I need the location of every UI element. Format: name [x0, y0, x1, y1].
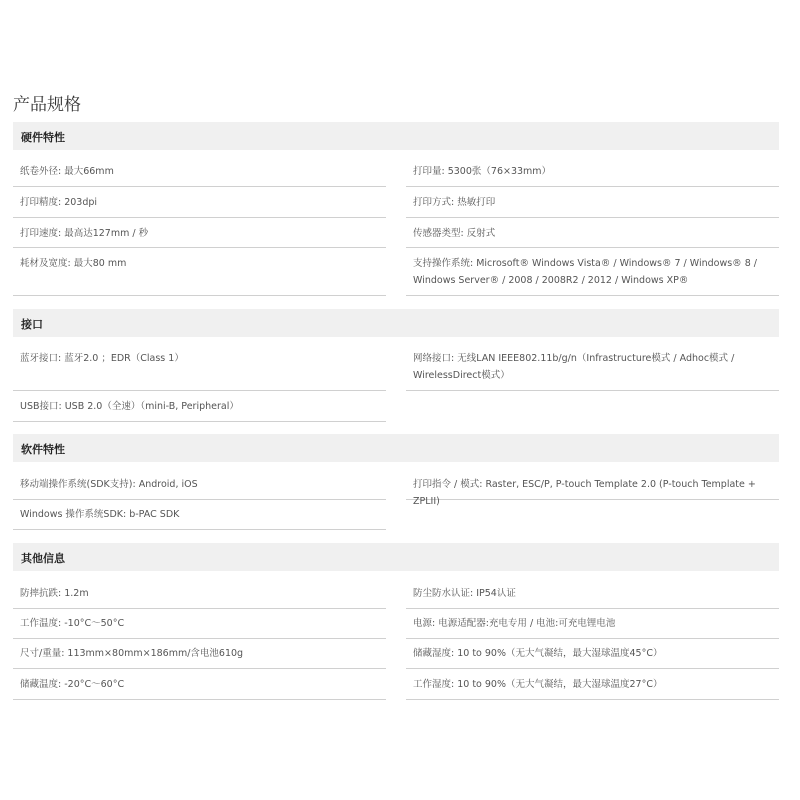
spec-row: 工作温度: -10°C～50°C: [13, 615, 386, 639]
section-title-interface: 接口: [21, 318, 43, 331]
section-header-other: [13, 543, 779, 571]
spec-row: 纸卷外径: 最大66mm: [13, 163, 386, 187]
spec-row: 蓝牙接口: 蓝牙2.0 ；EDR（Class 1）: [13, 350, 386, 391]
spec-row: 防摔抗跌: 1.2m: [13, 585, 386, 609]
spec-row: 工作湿度: 10 to 90%（无大气凝结，最大湿球温度27°C）: [406, 676, 779, 700]
spec-row: 支持操作系统: Microsoft® Windows Vista® / Windows® 7 / Windows® 8 / Windows Server® / 2008 / 2008R2 / 2012 / Windows XP®: [406, 255, 779, 296]
spec-row: 打印速度: 最高达127mm / 秒: [13, 225, 386, 248]
section-title-hardware: 硬件特性: [21, 131, 65, 144]
section-title-software: 软件特性: [21, 443, 65, 456]
section-header-software: [13, 434, 779, 462]
spec-row: 尺寸/重量: 113mm×80mm×186mm/含电池610g: [13, 645, 386, 669]
section-title-other: 其他信息: [21, 552, 65, 565]
spec-row: Windows 操作系统SDK: b-PAC SDK: [13, 506, 386, 530]
spec-row: USB接口: USB 2.0（全速）（mini-B, Peripheral）: [13, 398, 386, 422]
spec-row: 传感器类型: 反射式: [406, 225, 779, 248]
spec-row: 打印量: 5300张（76×33mm）: [406, 163, 779, 187]
spec-row: 打印方式: 热敏打印: [406, 194, 779, 218]
spec-row: 电源: 电源适配器:充电专用 / 电池:可充电锂电池: [406, 615, 779, 639]
spec-row: 耗材及宽度: 最大80 mm: [13, 255, 386, 296]
spec-row: 防尘防水认证: IP54认证: [406, 585, 779, 609]
page-title: 产品规格: [13, 95, 81, 115]
section-header-hardware: [13, 122, 779, 150]
spec-row: 储藏湿度: 10 to 90%（无大气凝结，最大湿球温度45°C）: [406, 645, 779, 669]
section-header-interface: [13, 309, 779, 337]
spec-row: 储藏温度: -20°C～60°C: [13, 676, 386, 700]
spec-row: 打印精度: 203dpi: [13, 194, 386, 218]
spec-row: 打印指令 / 模式: Raster, ESC/P, P-touch Template 2.0 (P-touch Template + ZPLII): [406, 476, 779, 500]
spec-row: 移动端操作系统(SDK支持): Android, iOS: [13, 476, 386, 500]
spec-row: 网络接口: 无线LAN IEEE802.11b/g/n（Infrastructure模式 / Adhoc模式 / WirelessDirect模式）: [406, 350, 779, 391]
